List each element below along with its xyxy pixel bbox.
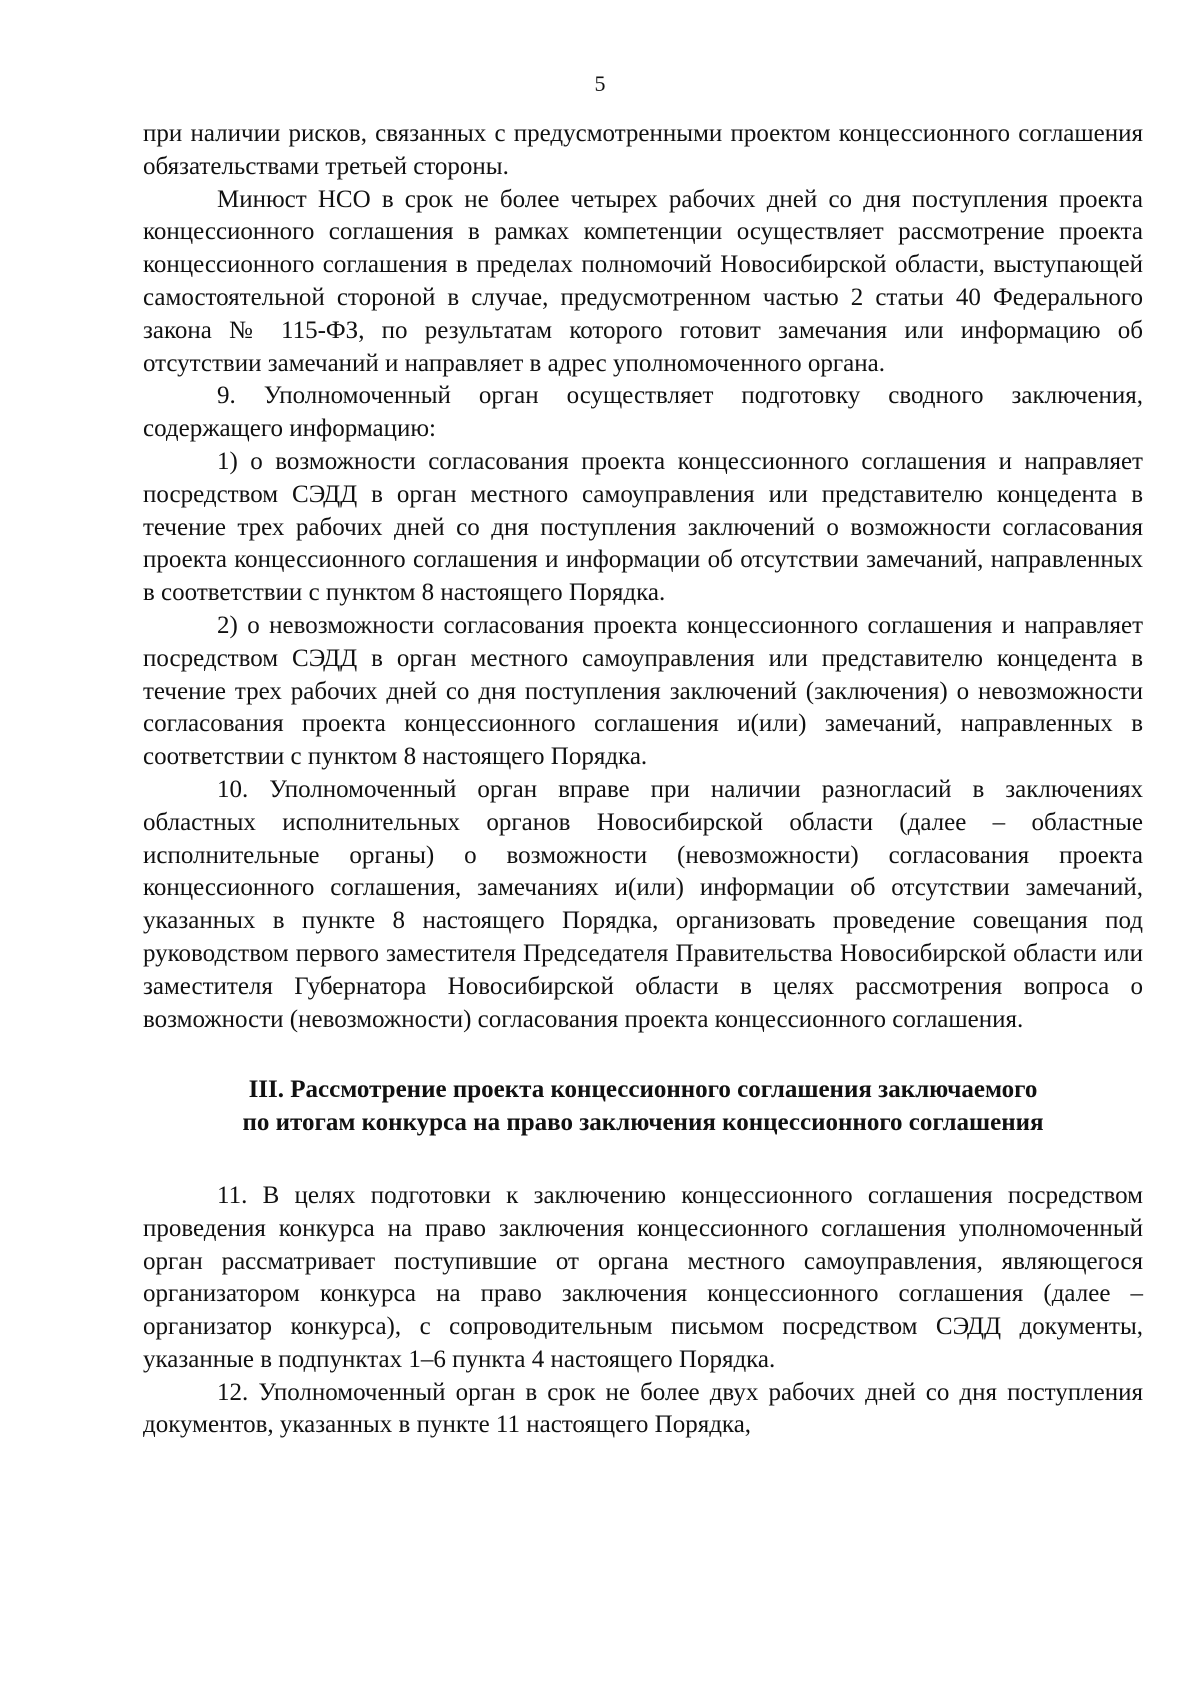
paragraph-10: 10. Уполномоченный орган вправе при наличии разногласий в заключениях областных исполнительных органов Новосибирской области (далее – областные исполнительные органы) о возможности (невозможности) согласования проекта концессионного соглашения, замечаниях и(или) информации об отсутствии замечаний, указанных в пункте 8 настоящего Порядка, организовать проведение совещания под руководством первого заместителя Председателя Правительства Новосибирской области или заместителя Губернатора Новосибирской области в целях рассмотрения вопроса о возможности (невозможности) согласования проекта концессионного соглашения. [143,775,1143,1033]
section-heading-line-1: III. Рассмотрение проекта концессионного соглашения заключаемого [248,1076,1038,1104]
paragraph-9-1: 1) о возможности согласования проекта концессионного соглашения и направляет посредством СЭДД в орган местного самоуправления или представителю концедента в течение трех рабочих дней со дня поступления заключений о возможности согласования проекта концессионного соглашения и информации об отсутствии замечаний, направленных в соответствии с пунктом 8 настоящего Порядка. [143,447,1143,607]
page-number: 5 [594,71,606,96]
paragraph-minjust: Минюст НСО в срок не более четырех рабочих дней со дня поступления проекта концессионного соглашения в рамках компетенции осуществляет рассмотрение проекта концессионного соглашения в пределах полномочий Новосибирской области, выступающей самостоятельной стороной в случае, предусмотренном частью 2 статьи 40 Федерального закона № 115-ФЗ, по результатам которого готовит замечания или информацию об отсутствии замечаний и направляет в адрес уполномоченного органа. [143,185,1143,377]
paragraph-11: 11. В целях подготовки к заключению концессионного соглашения посредством проведения конкурса на право заключения концессионного соглашения уполномоченный орган рассматривает поступившие от органа местного самоуправления, являющегося организатором конкурса на право заключения концессионного соглашения (далее – организатор конкурса), с сопроводительным письмом посредством СЭДД документы, указанные в подпунктах 1–6 пункта 4 настоящего Порядка. [143,1181,1143,1373]
paragraph-9: 9. Уполномоченный орган осуществляет подготовку сводного заключения, содержащего информацию: [143,382,1143,443]
paragraph-9-2: 2) о невозможности согласования проекта концессионного соглашения и направляет посредством СЭДД в орган местного самоуправления или представителю концедента в течение трех рабочих дней со дня поступления заключений (заключения) о невозможности согласования проекта концессионного соглашения и(или) замечаний, направленных в соответствии с пунктом 8 настоящего Порядка. [143,611,1143,771]
document-body [143,118,1143,1442]
section-heading-line-2: по итогам конкурса на право заключения концессионного соглашения [242,1109,1044,1137]
section-heading [143,1074,1143,1140]
paragraph-12: 12. Уполномоченный орган в срок не более двух рабочих дней со дня поступления документов, указанных в пункте 11 настоящего Порядка, [143,1378,1143,1439]
paragraph-continuation: при наличии рисков, связанных с предусмотренными проектом концессионного соглашения обязательствами третьей стороны. [143,120,1143,180]
